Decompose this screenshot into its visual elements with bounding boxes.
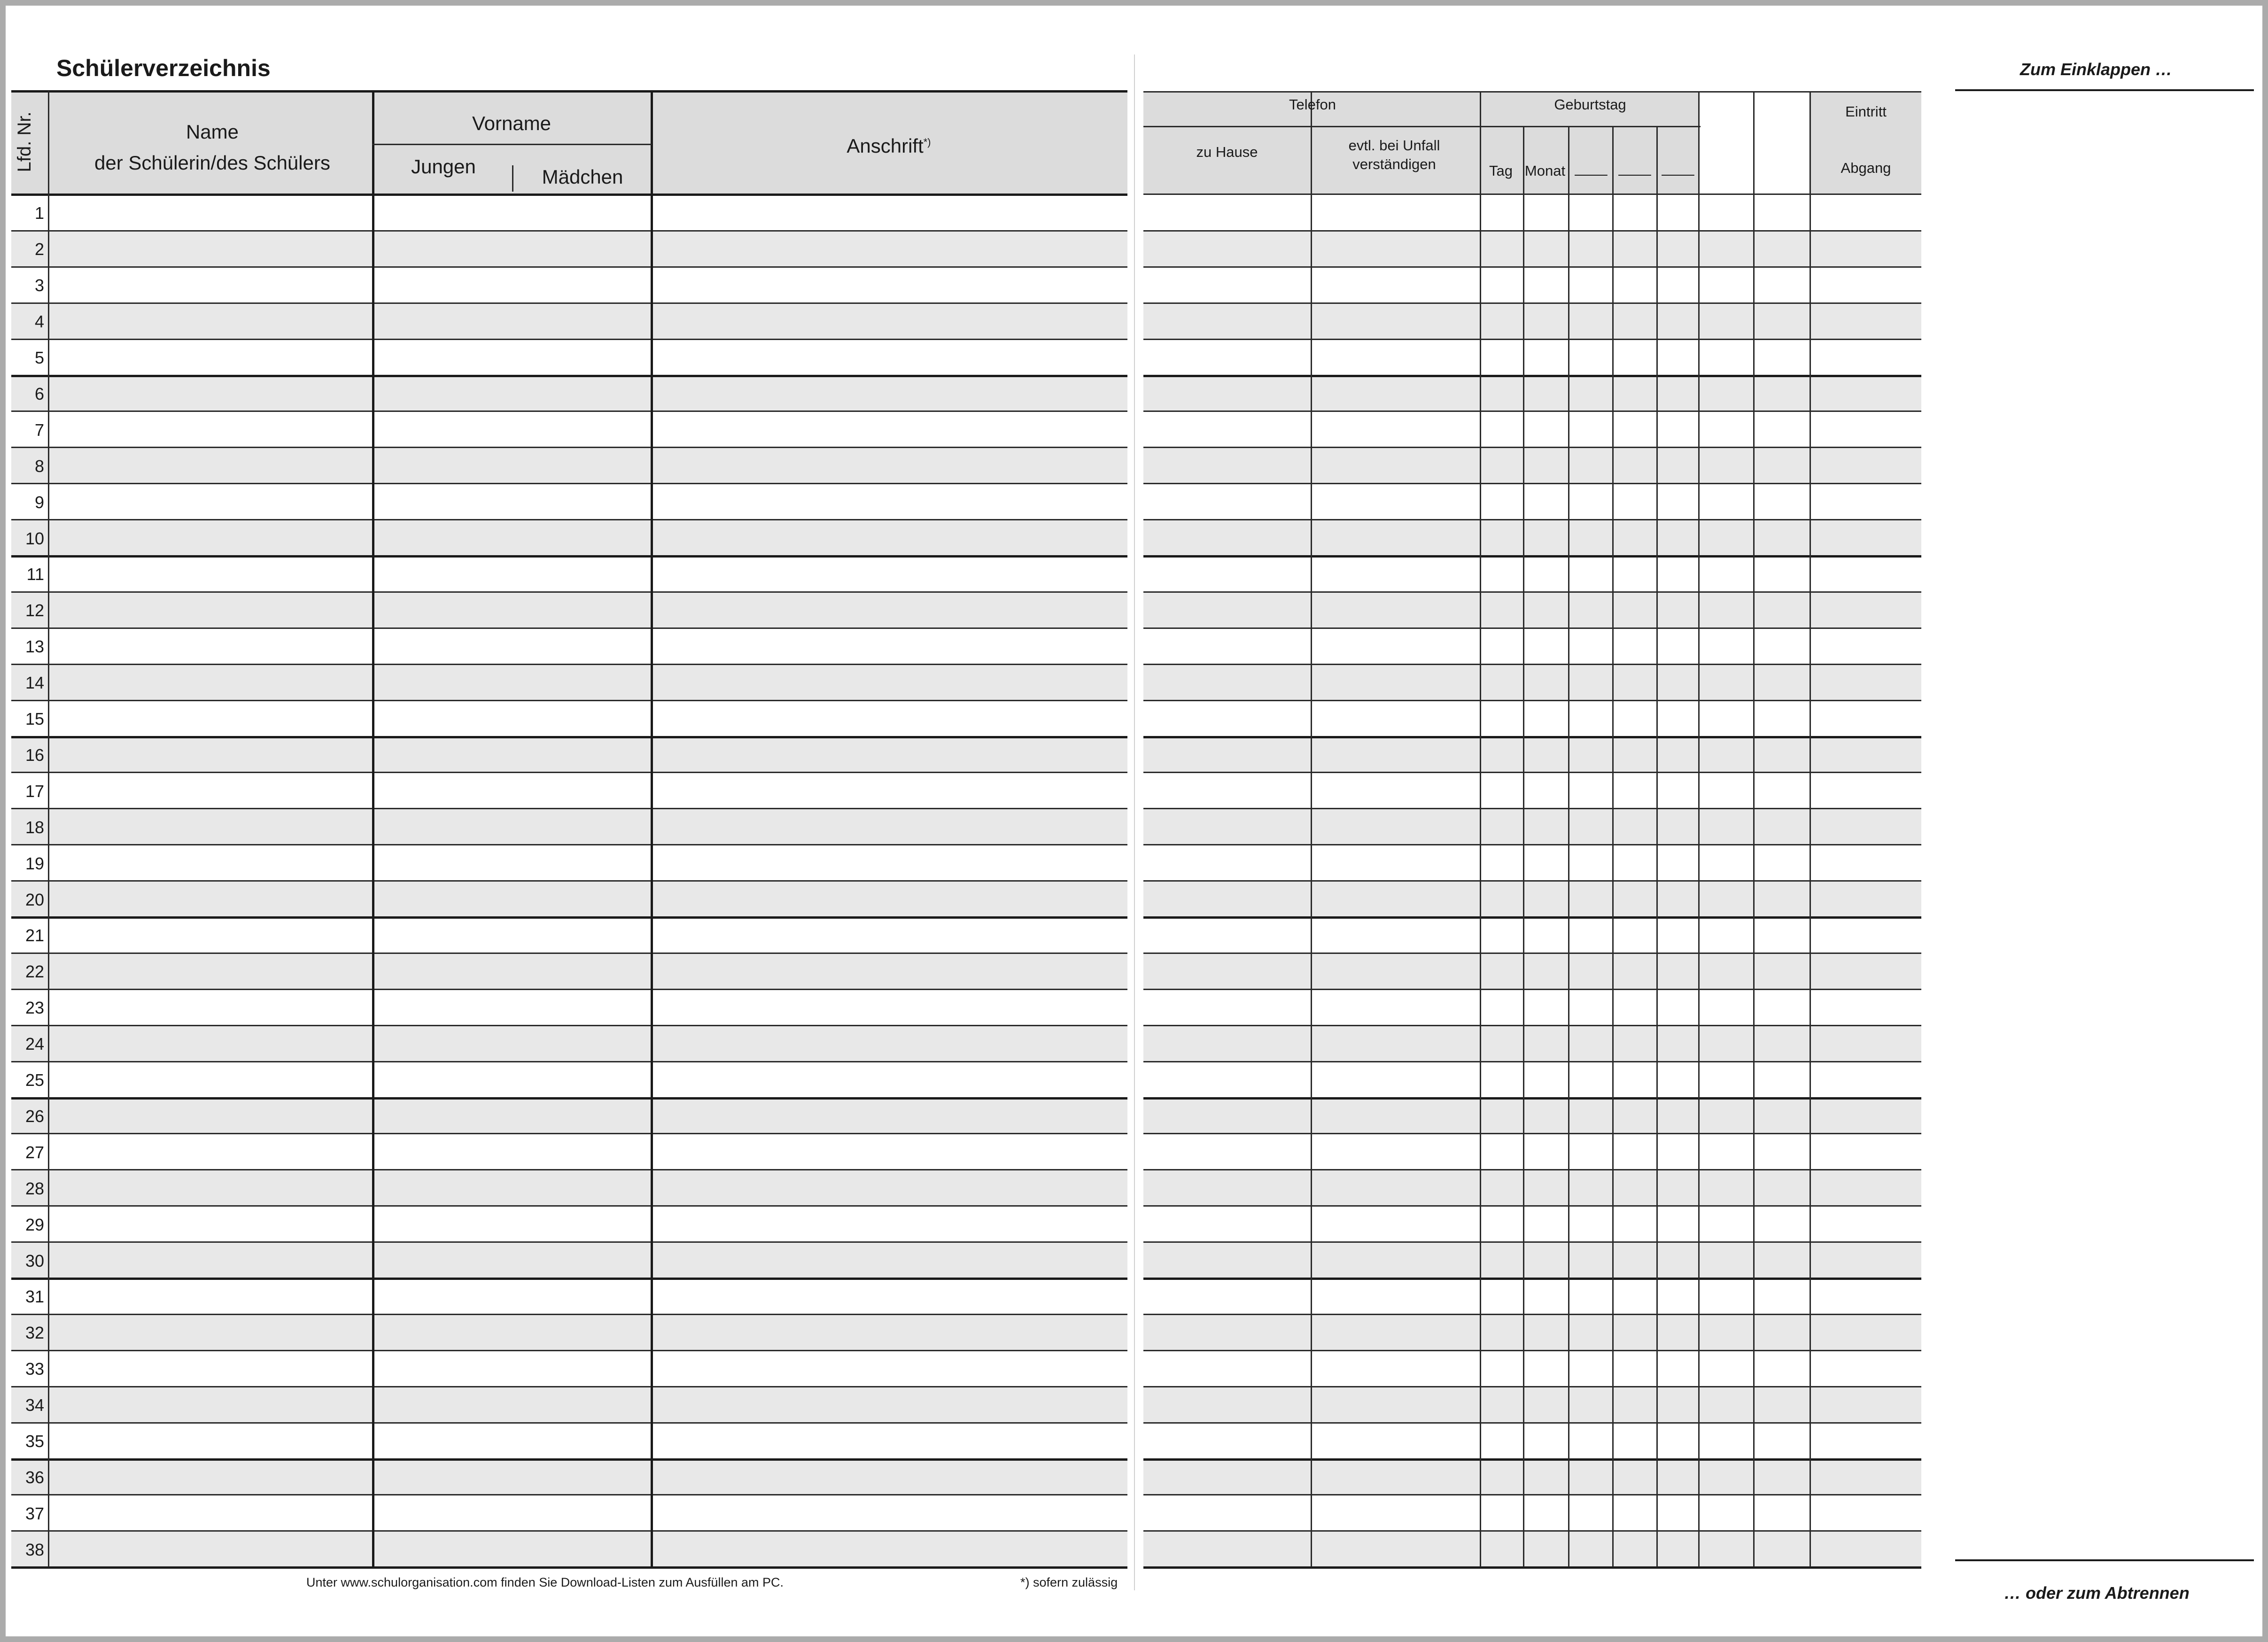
row-number: 27 <box>25 1142 44 1162</box>
left-row-rule <box>11 410 1127 412</box>
row-number: 8 <box>34 456 44 476</box>
row-number: 17 <box>25 781 44 801</box>
row-number: 21 <box>25 926 44 945</box>
right-row-stripe <box>1143 1242 1921 1278</box>
right-row-stripe <box>1143 519 1921 556</box>
left-row-rule <box>11 555 1127 558</box>
row-number: 29 <box>25 1215 44 1234</box>
left-row-rule <box>11 1350 1127 1351</box>
left-row-rule <box>11 916 1127 919</box>
right-row-stripe <box>1143 1025 1921 1061</box>
geburtstag-subcolumn-rule <box>1523 127 1524 1567</box>
left-row-rule <box>11 1494 1127 1495</box>
row-number: 33 <box>25 1359 44 1379</box>
right-row-rule <box>1143 1458 1921 1461</box>
left-row-stripe <box>11 808 1127 844</box>
row-number: 4 <box>34 312 44 332</box>
left-row-stripe <box>11 1242 1127 1278</box>
row-number: 36 <box>25 1467 44 1487</box>
right-row-stripe <box>1143 664 1921 700</box>
right-row-rule <box>1143 736 1921 738</box>
vorname-header: Vorname <box>472 112 551 134</box>
left-row-rule <box>11 772 1127 773</box>
right-row-rule <box>1143 844 1921 845</box>
left-row-rule <box>11 447 1127 448</box>
geburtstag-subcolumn-rule <box>1568 127 1569 1567</box>
right-row-rule <box>1143 989 1921 990</box>
left-row-rule <box>11 1422 1127 1424</box>
right-row-stripe <box>1143 1098 1921 1134</box>
row-number: 3 <box>34 276 44 295</box>
right-row-rule <box>1143 1314 1921 1315</box>
right-row-rule <box>1143 1169 1921 1170</box>
left-row-rule <box>11 519 1127 520</box>
left-row-rule <box>11 1097 1127 1100</box>
blank-header-1: ____ <box>1575 160 1608 176</box>
left-row-rule <box>11 844 1127 845</box>
right-row-rule <box>1143 664 1921 665</box>
right-column-rule <box>1480 91 1481 1567</box>
anschrift-header <box>652 136 1126 156</box>
fold-in-line <box>1955 89 2254 91</box>
left-row-stripe <box>11 953 1127 989</box>
footnote: *) sofern zulässig <box>1020 1575 1118 1589</box>
right-row-rule <box>1143 230 1921 232</box>
row-number: 18 <box>25 817 44 837</box>
fold-line <box>1134 54 1135 1590</box>
vorname-subheader-rule <box>372 144 652 145</box>
row-number: 6 <box>34 384 44 403</box>
vorname-column-rule <box>651 91 653 1567</box>
right-row-rule <box>1143 1422 1921 1424</box>
left-row-stripe <box>11 1531 1127 1567</box>
maedchen-header: Mädchen <box>542 166 623 188</box>
right-row-stripe <box>1143 953 1921 989</box>
row-number: 24 <box>25 1034 44 1054</box>
right-row-rule <box>1143 808 1921 809</box>
row-number: 31 <box>25 1287 44 1307</box>
row-number: 1 <box>34 203 44 223</box>
right-row-rule <box>1143 555 1921 558</box>
left-row-stripe <box>11 1098 1127 1134</box>
blank-header-2: ____ <box>1618 160 1651 176</box>
right-column-rule <box>1753 91 1755 1567</box>
left-row-rule <box>11 1169 1127 1170</box>
row-number: 34 <box>25 1395 44 1415</box>
right-row-rule <box>1143 700 1921 701</box>
left-row-rule <box>11 1241 1127 1243</box>
name-header-line1: Name <box>186 121 239 143</box>
geburtstag-subcolumn-rule <box>1656 127 1658 1567</box>
right-row-rule <box>1143 772 1921 773</box>
left-row-rule <box>11 266 1127 268</box>
right-row-rule <box>1143 1530 1921 1532</box>
lfd-column-rule <box>48 91 49 1567</box>
unfall-header-line2: verständigen <box>1352 156 1436 172</box>
right-row-stripe <box>1143 1386 1921 1423</box>
left-row-rule <box>11 736 1127 738</box>
right-row-stripe <box>1143 1531 1921 1567</box>
right-subheader-rule <box>1143 126 1701 127</box>
row-number: 38 <box>25 1540 44 1559</box>
row-number: 19 <box>25 853 44 873</box>
left-row-stripe <box>11 592 1127 628</box>
right-row-rule <box>1143 483 1921 484</box>
row-number: 10 <box>25 528 44 548</box>
lfd-nr-label: Lfd. Nr. <box>14 111 35 172</box>
right-row-rule <box>1143 266 1921 268</box>
monat-header: Monat <box>1524 163 1566 179</box>
tag-header: Tag <box>1489 163 1513 179</box>
row-number: 12 <box>25 601 44 620</box>
right-row-rule <box>1143 1386 1921 1387</box>
left-row-rule <box>11 1530 1127 1532</box>
left-row-rule <box>11 375 1127 377</box>
left-row-rule <box>11 989 1127 990</box>
left-row-rule <box>11 664 1127 665</box>
right-row-rule <box>1143 519 1921 520</box>
blank-header-3: ____ <box>1662 160 1694 176</box>
left-row-rule <box>11 1314 1127 1315</box>
right-row-stripe <box>1143 375 1921 411</box>
left-row-stripe <box>11 375 1127 411</box>
abgang-header: Abgang <box>1841 160 1891 176</box>
left-row-stripe <box>11 303 1127 339</box>
left-row-stripe <box>11 664 1127 700</box>
right-row-rule <box>1143 302 1921 304</box>
left-row-stripe <box>11 1170 1127 1206</box>
name-header-line2: der Schülerin/des Schülers <box>94 152 330 174</box>
unfall-header-line1: evtl. bei Unfall <box>1348 137 1440 154</box>
geburtstag-header: Geburtstag <box>1554 96 1626 113</box>
anschrift-footnote-mark: *) <box>923 136 931 148</box>
left-row-stripe <box>11 231 1127 267</box>
right-row-rule <box>1143 375 1921 377</box>
right-row-stripe <box>1143 1170 1921 1206</box>
row-number: 25 <box>25 1070 44 1090</box>
row-number: 30 <box>25 1251 44 1270</box>
right-header-top-rule <box>1143 91 1921 93</box>
right-row-stripe <box>1143 808 1921 844</box>
left-row-stripe <box>11 1459 1127 1495</box>
left-row-rule <box>11 1278 1127 1280</box>
left-row-rule <box>11 483 1127 484</box>
left-row-rule <box>11 1566 1127 1569</box>
left-row-rule <box>11 700 1127 701</box>
right-row-stripe <box>1143 592 1921 628</box>
left-row-rule <box>11 1458 1127 1461</box>
right-column-rule <box>1311 91 1312 1567</box>
left-row-stripe <box>11 881 1127 917</box>
right-row-rule <box>1143 591 1921 593</box>
jungen-header: Jungen <box>411 155 476 178</box>
row-number: 15 <box>25 709 44 729</box>
row-number: 22 <box>25 962 44 982</box>
row-number: 13 <box>25 637 44 657</box>
row-number: 9 <box>34 492 44 512</box>
right-row-rule <box>1143 447 1921 448</box>
right-row-rule <box>1143 1061 1921 1062</box>
page-title: Schülerverzeichnis <box>56 55 271 81</box>
row-number: 23 <box>25 998 44 1018</box>
right-row-stripe <box>1143 231 1921 267</box>
left-header-bottom-rule <box>11 194 1127 196</box>
right-row-rule <box>1143 410 1921 412</box>
row-number: 26 <box>25 1106 44 1126</box>
left-row-rule <box>11 1061 1127 1062</box>
right-row-rule <box>1143 1133 1921 1134</box>
right-column-rule <box>1810 91 1811 1567</box>
row-number: 11 <box>26 565 44 584</box>
download-note: Unter www.schulorganisation.com finden Sie Download-Listen zum Ausfüllen am PC. <box>306 1575 784 1589</box>
left-row-rule <box>11 1025 1127 1026</box>
row-number: 16 <box>25 745 44 765</box>
left-row-rule <box>11 1133 1127 1134</box>
right-row-stripe <box>1143 303 1921 339</box>
right-row-stripe <box>1143 1314 1921 1350</box>
left-row-rule <box>11 1386 1127 1387</box>
tear-off-line <box>1955 1559 2254 1561</box>
left-row-stripe <box>11 1314 1127 1350</box>
row-number: 28 <box>25 1178 44 1198</box>
left-row-stripe <box>11 1386 1127 1423</box>
left-row-stripe <box>11 736 1127 773</box>
telefon-header: Telefon <box>1289 96 1336 113</box>
right-row-rule <box>1143 1494 1921 1495</box>
right-row-stripe <box>1143 1459 1921 1495</box>
name-column-rule <box>372 91 374 1567</box>
right-row-rule <box>1143 1205 1921 1207</box>
right-row-rule <box>1143 1566 1921 1569</box>
right-row-rule <box>1143 339 1921 340</box>
left-row-rule <box>11 627 1127 629</box>
left-row-rule <box>11 953 1127 954</box>
eintritt-header: Eintritt <box>1845 103 1887 120</box>
left-row-rule <box>11 1205 1127 1207</box>
row-number: 2 <box>34 240 44 259</box>
row-number: 5 <box>34 348 44 368</box>
right-row-rule <box>1143 953 1921 954</box>
right-row-rule <box>1143 1241 1921 1243</box>
row-number: 37 <box>25 1503 44 1523</box>
tear-off-label: … oder zum Abtrennen <box>2004 1583 2190 1603</box>
row-number: 20 <box>25 890 44 909</box>
left-row-rule <box>11 302 1127 304</box>
right-row-rule <box>1143 1278 1921 1280</box>
right-row-rule <box>1143 1097 1921 1100</box>
geburtstag-subcolumn-rule <box>1612 127 1614 1567</box>
right-row-rule <box>1143 627 1921 629</box>
left-row-rule <box>11 808 1127 809</box>
left-row-rule <box>11 880 1127 882</box>
row-number: 35 <box>25 1432 44 1451</box>
right-row-stripe <box>1143 447 1921 483</box>
row-number: 32 <box>25 1323 44 1343</box>
right-row-rule <box>1143 916 1921 919</box>
right-header-bottom-rule <box>1143 194 1921 195</box>
zu-hause-header: zu Hause <box>1196 144 1258 160</box>
right-row-rule <box>1143 880 1921 882</box>
left-header-top-rule <box>11 90 1127 93</box>
right-column-rule <box>1698 91 1700 1567</box>
right-row-rule <box>1143 1025 1921 1026</box>
row-number: 7 <box>34 420 44 440</box>
fold-in-label: Zum Einklappen … <box>2020 60 2173 79</box>
right-row-stripe <box>1143 736 1921 773</box>
left-row-stripe <box>11 1025 1127 1061</box>
row-number: 14 <box>25 673 44 693</box>
left-row-stripe <box>11 447 1127 483</box>
left-row-stripe <box>11 519 1127 556</box>
anschrift-label: Anschrift <box>847 135 924 157</box>
left-row-rule <box>11 591 1127 593</box>
form-sheet <box>6 6 2262 1636</box>
right-row-stripe <box>1143 881 1921 917</box>
right-row-rule <box>1143 1350 1921 1351</box>
left-row-rule <box>11 230 1127 232</box>
left-row-rule <box>11 339 1127 340</box>
